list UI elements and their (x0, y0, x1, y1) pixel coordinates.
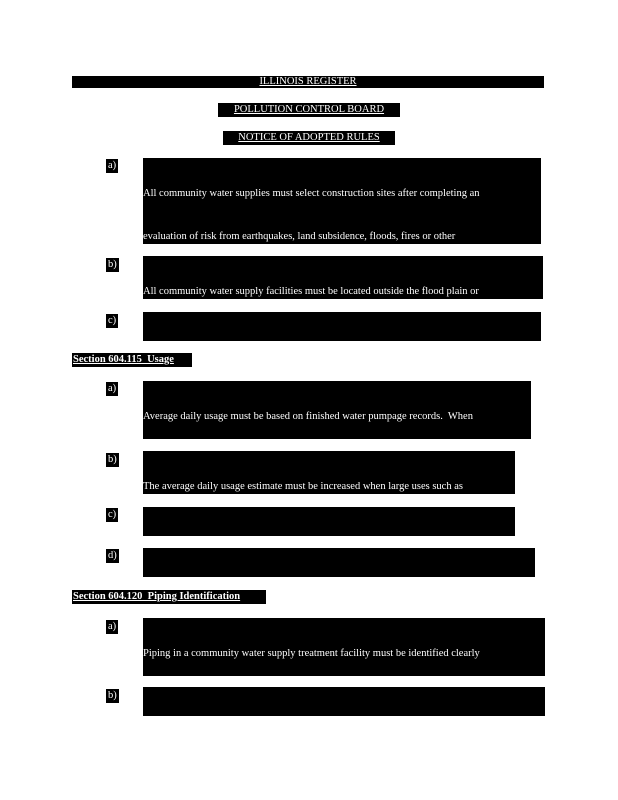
board-title: POLLUTION CONTROL BOARD (218, 103, 400, 117)
line: The average daily usage estimate must be increased when large uses such as (143, 480, 463, 492)
usage-item-a (143, 381, 531, 439)
item-label: a) (108, 621, 117, 632)
site-item-c (143, 312, 541, 341)
line: evaluation of risk from earthquakes, land subsidence, floods, fires or other (143, 231, 456, 243)
header-rule-bottom (72, 87, 544, 88)
line: Piping in a community water supply treatment facility must be identified clearly (143, 647, 480, 659)
piping-item-b (143, 687, 545, 716)
item-label: c) (108, 509, 117, 520)
register-title: ILLINOIS REGISTER (72, 76, 544, 88)
item-label: a) (108, 383, 117, 394)
section-120-heading: Section 604.120 Piping Identification (72, 590, 266, 604)
usage-item-c (143, 507, 515, 536)
line: All community water supply facilities must be located outside the flood plain or (143, 285, 479, 297)
site-item-a (143, 158, 541, 244)
item-label: b) (108, 454, 117, 465)
section-115-heading: Section 604.115 Usage (72, 353, 192, 367)
item-label: d) (108, 550, 117, 561)
line: All community water supplies must select construction sites after completing an (143, 187, 480, 199)
site-item-b (143, 256, 543, 299)
line: Average daily usage must be based on finished water pumpage records. When (143, 410, 473, 422)
item-label: a) (108, 160, 117, 171)
item-label: b) (108, 690, 117, 701)
notice-title: NOTICE OF ADOPTED RULES (223, 131, 395, 145)
usage-item-d (143, 548, 535, 577)
usage-item-b (143, 451, 515, 494)
item-label: c) (108, 315, 117, 326)
item-label: b) (108, 259, 117, 270)
piping-item-a (143, 618, 545, 676)
